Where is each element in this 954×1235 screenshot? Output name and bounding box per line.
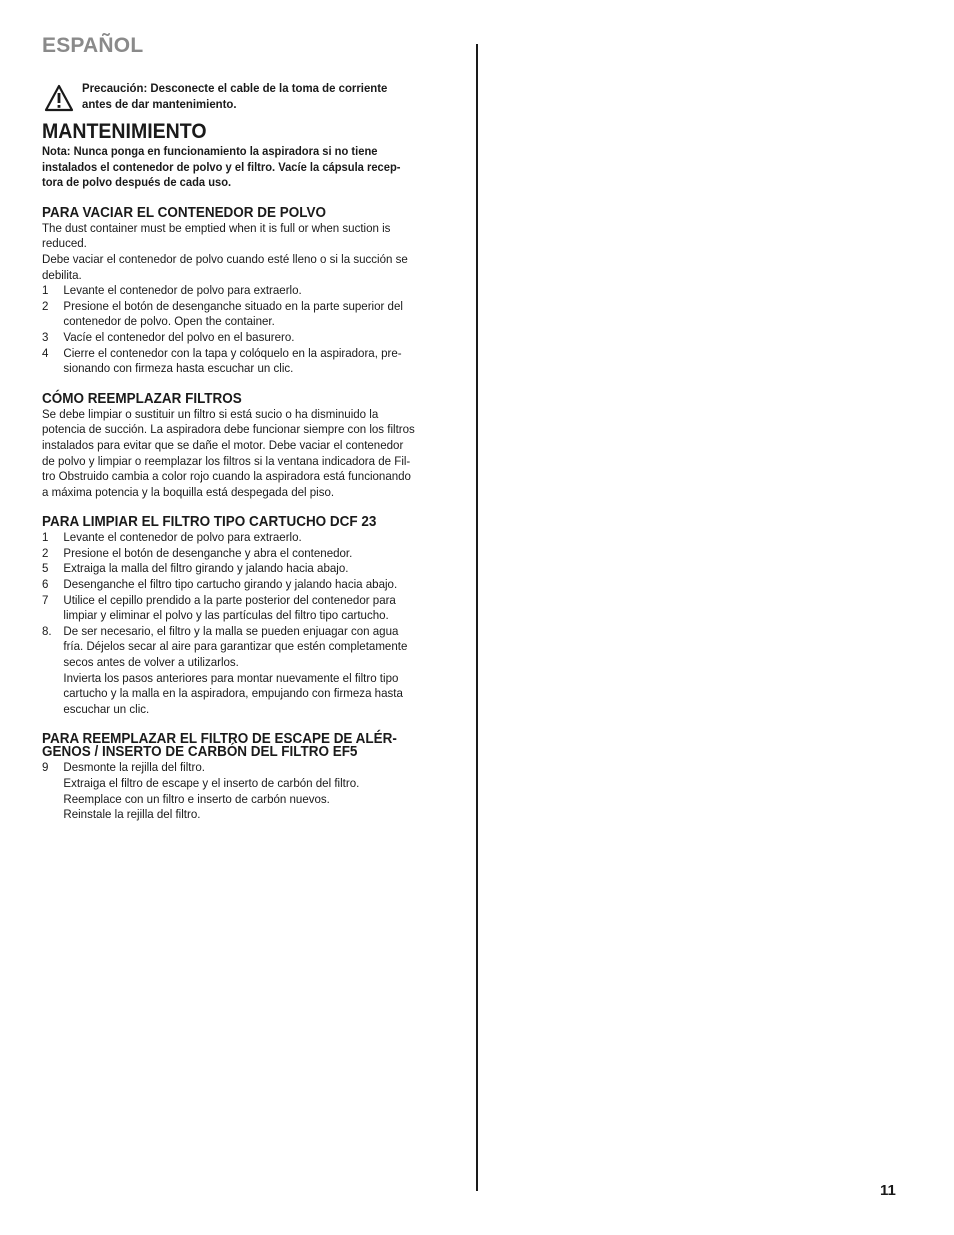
- note-line: tora de polvo después de cada uso.: [42, 175, 232, 190]
- step-number: 2: [42, 545, 49, 560]
- caution-text: [82, 81, 453, 112]
- step-text: Vacíe el contenedor del polvo en el basurero.: [63, 329, 295, 344]
- content-block: [42, 120, 462, 823]
- heading-line: GENOS / INSERTO DE CARBÓN DEL FILTRO EF5: [42, 744, 358, 761]
- step-number: 2: [42, 298, 49, 313]
- section-heading-exhaust-filter: [42, 731, 462, 760]
- step-number: 3: [42, 329, 49, 344]
- text-line: Se debe limpiar o sustituir un filtro si está sucio o ha disminuido la: [42, 406, 379, 421]
- exhaust-steps-list: [42, 760, 462, 822]
- list-item: [42, 546, 462, 562]
- step-number: 7: [42, 592, 49, 607]
- step-text: De ser necesario, el filtro y la malla se pueden enjuagar con agua: [63, 623, 399, 638]
- list-item: [42, 299, 462, 330]
- text-line: The dust container must be emptied when it is full or when suction is: [42, 220, 391, 235]
- list-item: [42, 760, 462, 822]
- page-number: 11: [880, 1182, 896, 1199]
- text-line: instalados para evitar que se dañe el motor. Debe vaciar el contenedor: [42, 437, 404, 452]
- maintenance-title: MANTENIMIENTO: [42, 120, 207, 143]
- warning-triangle-icon: [44, 84, 74, 112]
- caution-line: Precaución: Desconecte el cable de la toma de corriente: [82, 81, 388, 95]
- list-item: [42, 530, 462, 546]
- step-text: Levante el contenedor de polvo para extraerlo.: [63, 283, 302, 298]
- step-number: 1: [42, 283, 49, 298]
- note-line: instalados el contenedor de polvo y el filtro. Vacíe la cápsula recep-: [42, 159, 401, 174]
- language-title: ESPAÑOL: [42, 34, 144, 57]
- note-line: Nota: Nunca ponga en funcionamiento la aspiradora si no tiene: [42, 144, 378, 158]
- list-item: [42, 624, 462, 718]
- step-text: cartucho y la malla en la aspiradora, empujando con firmeza hasta: [63, 686, 403, 701]
- left-column: [42, 120, 462, 823]
- step-number: 6: [42, 577, 49, 592]
- section-heading-replace-filters: CÓMO REEMPLAZAR FILTROS: [42, 390, 242, 407]
- dust-steps-list: [42, 283, 462, 377]
- step-text: Desenganche el filtro tipo cartucho girando y jalando hacia abajo.: [63, 577, 398, 592]
- step-text: Desmonte la rejilla del filtro.: [63, 760, 205, 775]
- list-item: [42, 561, 462, 577]
- step-text: contenedor de polvo. Open the container.: [63, 314, 275, 329]
- step-text: Cierre el contenedor con la tapa y colóquelo en la aspiradora, pre-: [63, 345, 402, 360]
- step-number: 8.: [42, 623, 52, 638]
- step-text: Extraiga el filtro de escape y el inserto de carbón del filtro.: [63, 776, 360, 790]
- list-item: [42, 346, 462, 377]
- list-item: [42, 283, 462, 299]
- step-text: Extraiga la malla del filtro girando y jalando hacia abajo.: [63, 561, 349, 576]
- step-text: Invierta los pasos anteriores para montar nuevamente el filtro tipo: [63, 670, 399, 685]
- step-text: Levante el contenedor de polvo para extraerlo.: [63, 530, 302, 545]
- step-text: fría. Déjelos secar al aire para garantizar que estén completamente: [63, 639, 408, 654]
- step-text: secos antes de volver a utilizarlos.: [63, 655, 239, 670]
- step-text: limpiar y eliminar el polvo y las partículas del filtro tipo cartucho.: [63, 608, 389, 623]
- text-line: reduced.: [42, 236, 87, 251]
- list-item: [42, 577, 462, 593]
- step-number: 4: [42, 345, 49, 360]
- text-line: debilita.: [42, 267, 82, 282]
- step-text: escuchar un clic.: [63, 701, 150, 716]
- step-text: sionando con firmeza hasta escuchar un clic.: [63, 361, 294, 376]
- list-item: [42, 330, 462, 346]
- step-text: Reinstale la rejilla del filtro.: [63, 807, 201, 822]
- section-heading-dust-container: PARA VACIAR EL CONTENEDOR DE POLVO: [42, 204, 326, 221]
- text-line: a máxima potencia y la boquilla está despegada del piso.: [42, 484, 335, 499]
- filters-paragraph: [42, 407, 462, 501]
- step-text: Reemplace con un filtro e inserto de carbón nuevos.: [63, 791, 330, 806]
- text-line: de polvo y limpiar o reemplazar los filtros si la ventana indicadora de Fil-: [42, 453, 411, 468]
- maintenance-note: [42, 144, 462, 191]
- list-item: [42, 593, 462, 624]
- step-number: 5: [42, 561, 49, 576]
- dust-intro: [42, 221, 462, 283]
- section-heading-cartridge-filter: PARA LIMPIAR EL FILTRO TIPO CARTUCHO DCF 23: [42, 514, 377, 531]
- step-number: 9: [42, 760, 49, 775]
- caution-line: antes de dar mantenimiento.: [82, 96, 237, 111]
- text-line: Debe vaciar el contenedor de polvo cuando esté lleno o si la succión se: [42, 251, 408, 266]
- step-text: Utilice el cepillo prendido a la parte posterior del contenedor para: [63, 592, 396, 607]
- heading-line: PARA REEMPLAZAR EL FILTRO DE ESCAPE DE ALÉR-: [42, 731, 397, 748]
- column-divider: [476, 44, 478, 1191]
- step-text: Presione el botón de desenganche situado en la parte superior del: [63, 298, 403, 313]
- step-text: Presione el botón de desenganche y abra el contenedor.: [63, 545, 353, 560]
- step-number: 1: [42, 530, 49, 545]
- text-line: tro Obstruido cambia a color rojo cuando la aspiradora está funcionando: [42, 469, 411, 484]
- cartridge-steps-list: [42, 530, 462, 717]
- text-line: potencia de succión. La aspiradora debe funcionar siempre con los filtros: [42, 422, 415, 437]
